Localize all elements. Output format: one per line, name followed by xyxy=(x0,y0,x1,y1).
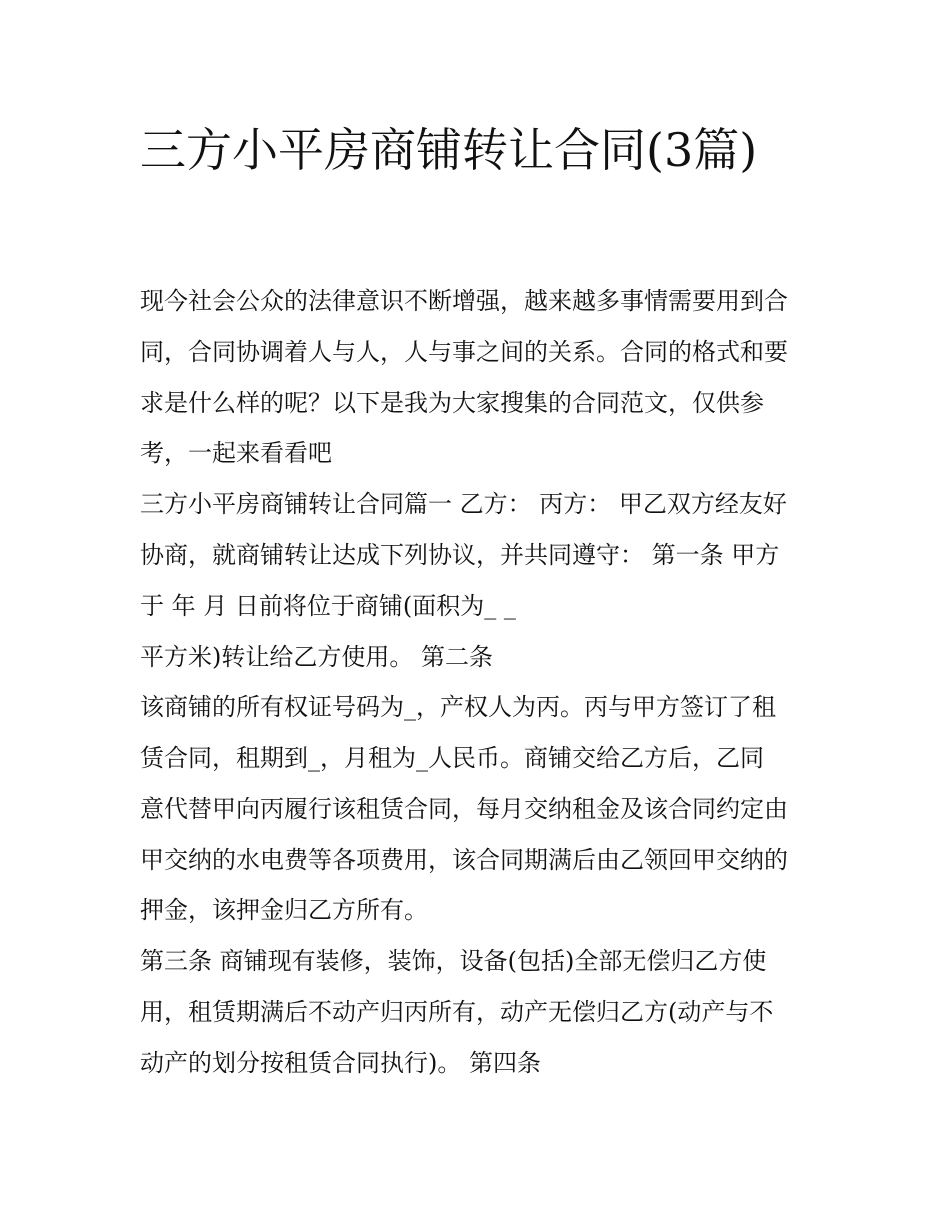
body-line: 同，合同协调着人与人，人与事之间的关系。合同的格式和要 xyxy=(140,338,788,366)
body-line: 该商铺的所有权证号码为_，产权人为丙。丙与甲方签订了租 xyxy=(140,693,776,721)
body-line: 甲交纳的水电费等各项费用，该合同期满后由乙领回甲交纳的 xyxy=(140,846,788,874)
body-line: 动产的划分按租赁合同执行)。 第四条 xyxy=(140,1049,541,1077)
body-line: 第三条 商铺现有装修，装饰，设备(包括)全部无偿归乙方使 xyxy=(140,947,767,975)
document-title: 三方小平房商铺转让合同(3篇) xyxy=(140,123,758,177)
body-line: 用，租赁期满后不动产归丙所有，动产无偿归乙方(动产与不 xyxy=(140,998,774,1026)
body-line: 平方米)转让给乙方使用。 第二条 xyxy=(140,643,493,671)
body-line: 现今社会公众的法律意识不断增强，越来越多事情需要用到合 xyxy=(140,287,788,315)
body-line: 考，一起来看看吧 xyxy=(140,439,332,467)
body-line: 意代替甲向丙履行该租赁合同，每月交纳租金及该合同约定由 xyxy=(140,795,788,823)
body-line: 赁合同，租期到_，月租为_人民币。商铺交给乙方后，乙同 xyxy=(140,744,764,772)
body-line: 协商，就商铺转让达成下列协议，并共同遵守： 第一条 甲方 xyxy=(140,541,780,569)
body-line: 求是什么样的呢？以下是我为大家搜集的合同范文，仅供参 xyxy=(140,389,764,417)
body-line: 押金，该押金归乙方所有。 xyxy=(140,896,428,924)
body-line: 三方小平房商铺转让合同篇一 乙方： 丙方： 甲乙双方经友好 xyxy=(140,490,787,518)
body-line: 于 年 月 日前将位于商铺(面积为_ _ xyxy=(140,592,516,620)
